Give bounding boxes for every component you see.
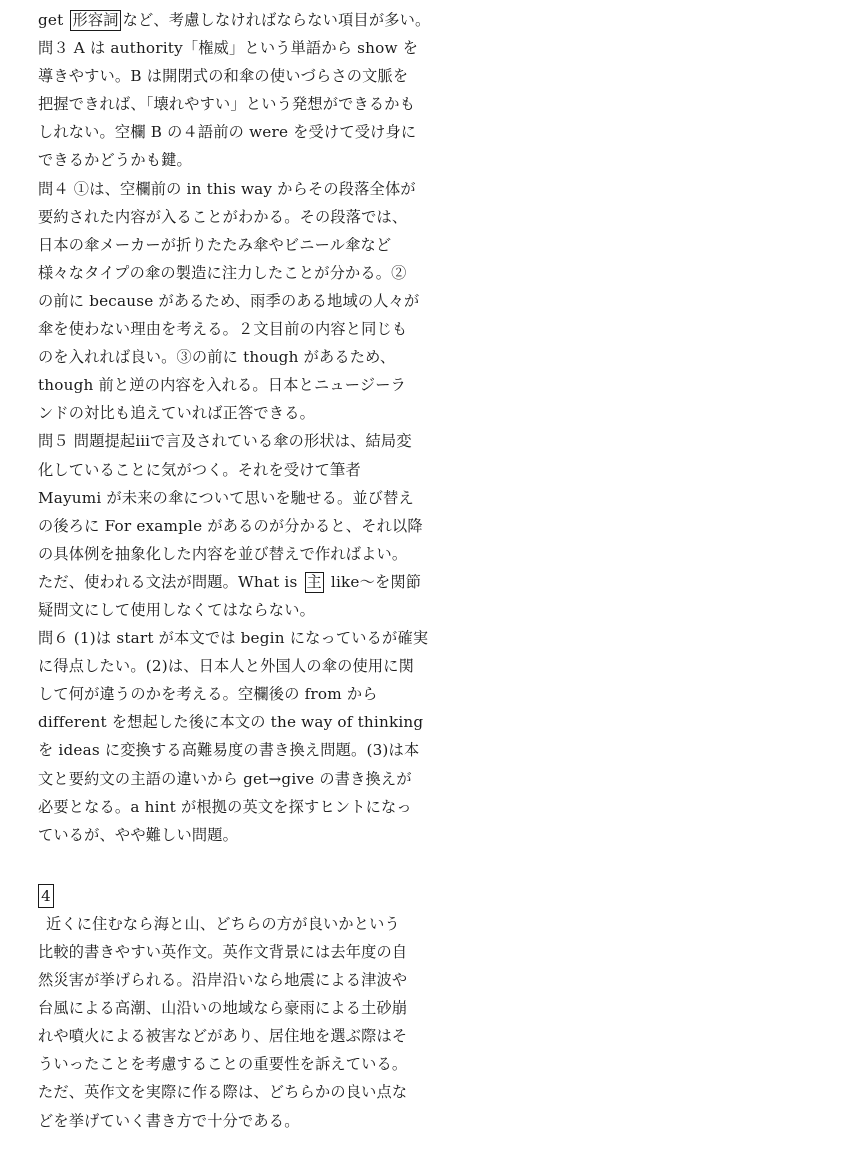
commentary-block-a xyxy=(38,6,438,849)
text-line: 台風による高潮、山沿いの地域なら豪雨による土砂崩 xyxy=(38,999,408,1018)
text-line: 様々なタイプの傘の製造に注力したことが分かる。② xyxy=(38,263,407,282)
text-line: 文と要約文の主語の違いから get→give の書き換えが xyxy=(38,769,412,788)
text-line: 比較的書きやすい英作文。英作文背景には去年度の自 xyxy=(38,943,408,961)
text-segment: ただ、使われる文法が問題。What is xyxy=(38,572,303,591)
text-line: の具体例を抽象化した内容を並び替えで作ればよい。 xyxy=(38,544,408,563)
text-segment: など、考慮しなければならない項目が多い。 xyxy=(122,11,431,29)
text-line: 問４ ①は、空欄前の in this way からその段落全体が xyxy=(38,179,416,198)
text-line: 傘を使わない理由を考える。２文目前の内容と同じも xyxy=(38,320,408,339)
text-line: 把握できれば、「壊れやすい」という発想ができるかも xyxy=(38,95,416,114)
text-line: 化していることに気がつく。それを受けて筆者 xyxy=(38,460,361,479)
section-gap xyxy=(38,849,438,882)
text-line: though 前と逆の内容を入れる。日本とニュージーラ xyxy=(38,376,406,395)
text-line: のを入れれば良い。③の前に though があるため、 xyxy=(38,348,396,367)
text-line: れや噴火による被害などがあり、居住地を選ぶ際はそ xyxy=(38,1027,408,1046)
text-line: 然災害が挙げられる。沿岸沿いなら地震による津波や xyxy=(38,971,408,990)
section-number-box: 4 xyxy=(38,884,54,908)
text-line: 疑問文にして使用しなくてはならない。 xyxy=(38,600,315,619)
text-line: 必要となる。a hint が根拠の英文を探すヒントになっ xyxy=(38,797,412,816)
text-line: できるかどうかも鍵。 xyxy=(38,151,192,170)
text-line: の後ろに For example があるのが分かると、それ以降 xyxy=(38,516,423,535)
text-segment: like～を関節 xyxy=(325,572,422,591)
text-line: 日本の傘メーカーが折りたたみ傘やビニール傘など xyxy=(38,235,392,254)
commentary-block-b xyxy=(38,910,438,1135)
text-line: ういったことを考慮することの重要性を訴えている。 xyxy=(38,1055,408,1074)
text-line: 要約された内容が入ることがわかる。その段落では、 xyxy=(38,207,408,226)
text-line: Mayumi が未来の傘について思いを馳せる。並び替え xyxy=(38,488,414,507)
text-line: ているが、やや難しい問題。 xyxy=(38,825,239,844)
text-segment: get xyxy=(38,11,69,29)
text-line: ただ、英作文を実際に作る際は、どちらかの良い点な xyxy=(38,1083,408,1102)
text-line: どを挙げていく書き方で十分である。 xyxy=(38,1111,300,1130)
text-line: の前に because があるため、雨季のある地域の人々が xyxy=(38,291,420,310)
document-page xyxy=(38,6,438,1135)
boxed-term: 主 xyxy=(306,572,322,591)
text-line xyxy=(38,568,438,596)
text-line: different を想起した後に本文の the way of thinking xyxy=(38,713,424,732)
text-line: 問５ 問題提起ⅲで言及されている傘の形状は、結局変 xyxy=(38,432,412,451)
text-line: 問３ A は authority「権威」という単語から show を xyxy=(38,39,419,58)
text-line: 問６ (1)は start が本文では begin になっているが確実 xyxy=(38,629,429,648)
text-line: 近くに住むなら海と山、どちらの方が良いかという xyxy=(46,914,400,933)
text-line xyxy=(38,6,438,34)
text-line: を ideas に変換する高難易度の書き換え問題。(3)は本 xyxy=(38,741,420,760)
text-line: ンドの対比も追えていれば正答できる。 xyxy=(38,404,315,423)
section-heading xyxy=(38,882,438,910)
text-line: に得点したい。(2)は、日本人と外国人の傘の使用に関 xyxy=(38,657,415,676)
text-line: して何が違うのかを考える。空欄後の from から xyxy=(38,685,378,704)
text-line: しれない。空欄 B の４語前の were を受けて受け身に xyxy=(38,123,417,142)
boxed-term: 形容詞 xyxy=(72,11,119,29)
text-line: 導きやすい。B は開閉式の和傘の使いづらさの文脈を xyxy=(38,67,409,86)
